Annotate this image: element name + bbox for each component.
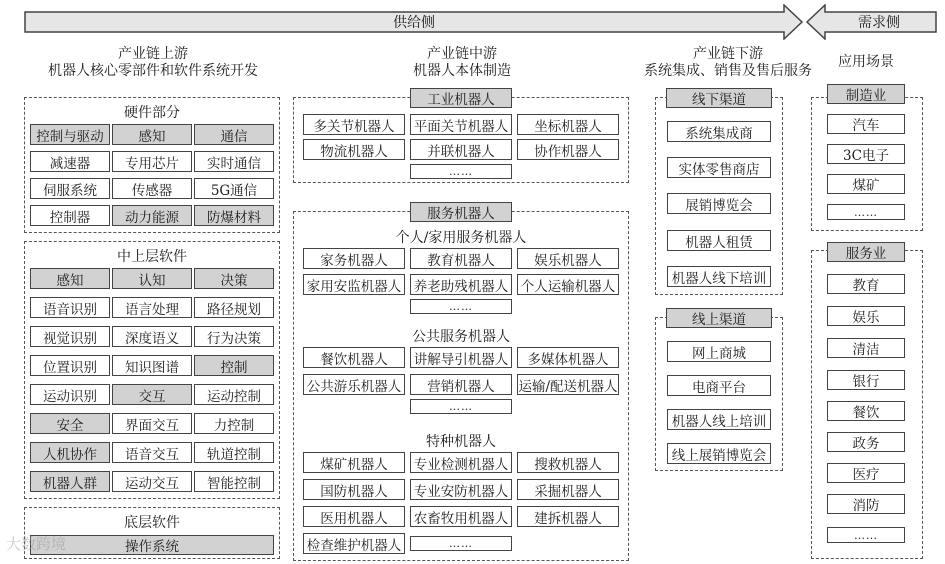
scenario-cell: 政务	[827, 432, 905, 452]
service-robots-title: 服务机器人	[410, 202, 512, 222]
scenarios-header-line1: 应用场景	[838, 54, 894, 70]
hw-cell: 动力能源	[112, 205, 192, 226]
robot-cell: 协作机器人	[517, 139, 619, 160]
sw-cell: 视觉识别	[30, 326, 110, 347]
more-ellipsis: ……	[410, 164, 512, 179]
sw-cell: 控制	[194, 355, 274, 376]
channel-cell: 网上商城	[667, 341, 771, 362]
sw-cell: 界面交互	[112, 413, 192, 434]
robot-cell: 并联机器人	[410, 139, 512, 160]
sw-cell: 深度语义	[112, 326, 192, 347]
more-ellipsis: ……	[410, 399, 512, 414]
sw-cell: 位置识别	[30, 355, 110, 376]
channel-cell: 机器人线上培训	[667, 409, 771, 430]
robot-cell: 农畜牧用机器人	[410, 506, 512, 527]
upstream-header-line2: 机器人核心零部件和软件系统开发	[48, 63, 258, 79]
robot-cell: 医用机器人	[303, 506, 405, 527]
hw-cell: 传感器	[112, 178, 192, 199]
more-ellipsis: ……	[410, 299, 512, 314]
channel-cell: 展销博览会	[667, 193, 771, 214]
scenario-cell: 教育	[827, 274, 905, 294]
scenario-cell: 银行	[827, 370, 905, 390]
supply-side-label: 供给侧	[393, 15, 435, 31]
sw-cell: 认知	[112, 268, 192, 289]
sw-cell: 机器人群	[30, 471, 110, 492]
channel-cell: 实体零售商店	[667, 157, 771, 178]
hw-cell: 控制与驱动	[30, 124, 110, 145]
robot-cell: 讲解导引机器人	[410, 347, 512, 368]
robot-cell: 坐标机器人	[517, 114, 619, 135]
hw-cell: 专用芯片	[112, 151, 192, 172]
online-channels-title: 线上渠道	[666, 308, 772, 328]
robot-cell: 公共游乐机器人	[303, 374, 405, 395]
personal-robots-title: 个人/家用服务机器人	[395, 230, 527, 246]
hw-cell: 减速器	[30, 151, 110, 172]
channel-cell: 电商平台	[667, 375, 771, 396]
sw-cell: 路径规划	[194, 297, 274, 318]
public-robots-title: 公共服务机器人	[412, 329, 510, 345]
demand-side-arrow	[806, 4, 938, 40]
hardware-title: 硬件部分	[124, 105, 180, 121]
midstream-header	[293, 46, 631, 80]
channel-cell: 线上展销博览会	[667, 443, 771, 464]
robot-cell: 教育机器人	[410, 248, 512, 269]
scenario-cell: 消防	[827, 494, 905, 514]
robot-cell: 建拆机器人	[517, 506, 619, 527]
upstream-header	[24, 46, 282, 80]
channel-cell: 系统集成商	[667, 121, 771, 142]
robot-cell: 国防机器人	[303, 479, 405, 500]
operating-system-cell: 操作系统	[30, 535, 274, 555]
robot-cell: 专业安防机器人	[410, 479, 512, 500]
scenario-cell: 清洁	[827, 338, 905, 358]
robot-cell: 家用安监机器人	[303, 274, 405, 295]
hw-cell: 防爆材料	[194, 205, 274, 226]
midstream-header-line2: 机器人本体制造	[413, 63, 511, 79]
channel-cell: 机器人线下培训	[667, 266, 771, 287]
scenarios-header	[810, 54, 922, 71]
robot-cell: 多媒体机器人	[517, 347, 619, 368]
scenario-cell: 娱乐	[827, 306, 905, 326]
sw-cell: 交互	[112, 384, 192, 405]
more-ellipsis: ……	[827, 204, 905, 220]
robot-cell: 搜救机器人	[517, 452, 619, 473]
sw-cell: 运动控制	[194, 384, 274, 405]
robot-cell: 物流机器人	[303, 139, 405, 160]
robot-cell: 餐饮机器人	[303, 347, 405, 368]
robot-cell: 平面关节机器人	[410, 114, 512, 135]
scenario-cell: 汽车	[827, 114, 905, 134]
supply-side-arrow	[24, 4, 804, 40]
sw-cell: 语言处理	[112, 297, 192, 318]
sw-cell: 轨道控制	[194, 442, 274, 463]
more-ellipsis: ……	[827, 527, 905, 543]
more-ellipsis: ……	[410, 536, 512, 551]
hw-cell: 5G通信	[194, 178, 274, 199]
hw-cell: 通信	[194, 124, 274, 145]
downstream-header	[640, 46, 816, 80]
demand-side-label: 需求侧	[858, 15, 900, 31]
special-robots-title: 特种机器人	[426, 434, 496, 450]
mid-software-title: 中上层软件	[117, 249, 187, 265]
robot-cell: 营销机器人	[410, 374, 512, 395]
sw-cell: 运动交互	[112, 471, 192, 492]
robot-cell: 个人运输机器人	[517, 274, 619, 295]
sw-cell: 行为决策	[194, 326, 274, 347]
hw-cell: 伺服系统	[30, 178, 110, 199]
services-industry-title: 服务业	[827, 242, 905, 262]
downstream-header-line1: 产业链下游	[693, 46, 763, 62]
robot-cell: 养老助残机器人	[410, 274, 512, 295]
robot-cell: 煤矿机器人	[303, 452, 405, 473]
channel-cell: 机器人租赁	[667, 230, 771, 251]
sw-cell: 知识图谱	[112, 355, 192, 376]
hw-cell: 感知	[112, 124, 192, 145]
offline-channels-title: 线下渠道	[666, 88, 772, 108]
robot-cell: 检查维护机器人	[303, 533, 405, 554]
midstream-header-line1: 产业链中游	[427, 46, 497, 62]
downstream-header-line2: 系统集成、销售及售后服务	[644, 63, 812, 79]
scenario-cell: 餐饮	[827, 401, 905, 421]
sw-cell: 感知	[30, 268, 110, 289]
sw-cell: 语音识别	[30, 297, 110, 318]
robot-cell: 家务机器人	[303, 248, 405, 269]
industrial-robots-title: 工业机器人	[410, 88, 512, 108]
sw-cell: 决策	[194, 268, 274, 289]
scenario-cell: 3C电子	[827, 144, 905, 164]
robot-cell: 多关节机器人	[303, 114, 405, 135]
scenario-cell: 煤矿	[827, 174, 905, 194]
hw-cell: 实时通信	[194, 151, 274, 172]
robot-cell: 运输/配送机器人	[517, 374, 619, 395]
robot-cell: 采掘机器人	[517, 479, 619, 500]
sw-cell: 人机协作	[30, 442, 110, 463]
robot-cell: 专业检测机器人	[410, 452, 512, 473]
sw-cell: 力控制	[194, 413, 274, 434]
sw-cell: 语音交互	[112, 442, 192, 463]
robot-cell: 娱乐机器人	[517, 248, 619, 269]
watermark: 大数跨境	[6, 535, 67, 553]
upstream-header-line1: 产业链上游	[118, 46, 188, 62]
hw-cell: 控制器	[30, 205, 110, 226]
scenario-cell: 医疗	[827, 463, 905, 483]
sw-cell: 智能控制	[194, 471, 274, 492]
sw-cell: 安全	[30, 413, 110, 434]
manufacturing-title: 制造业	[827, 84, 905, 104]
sw-cell: 运动识别	[30, 384, 110, 405]
bottom-software-title: 底层软件	[124, 515, 180, 531]
